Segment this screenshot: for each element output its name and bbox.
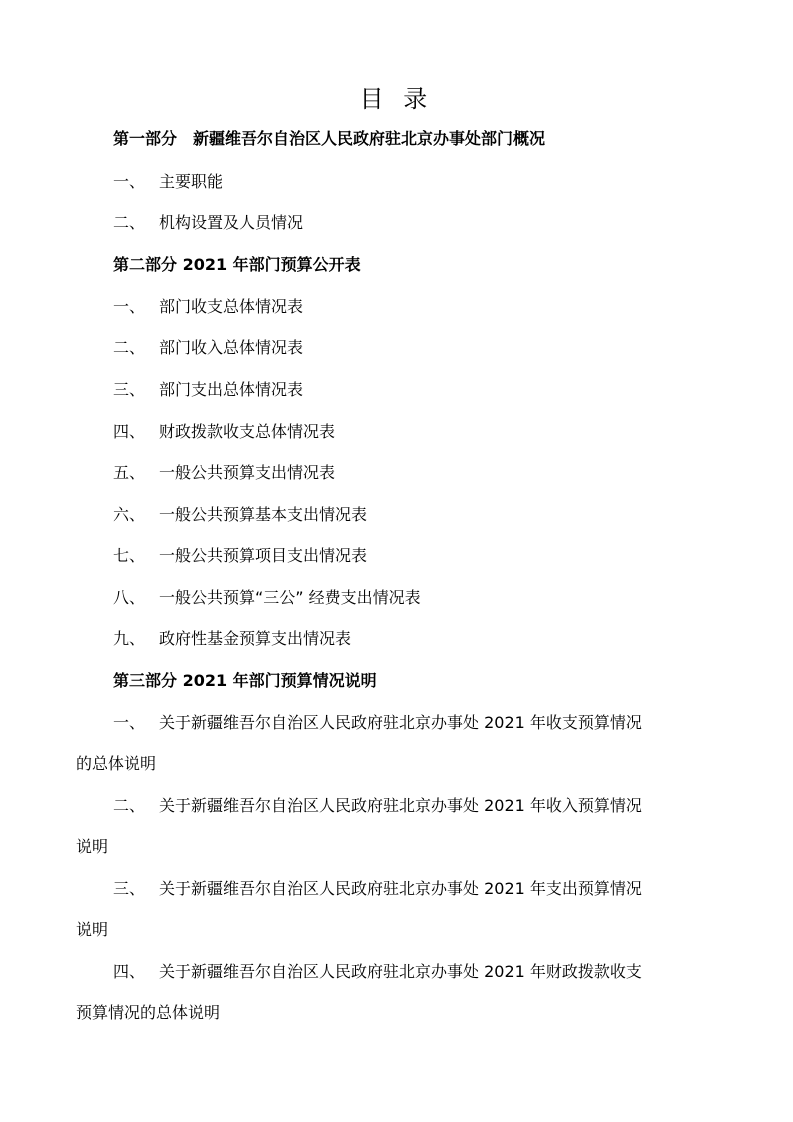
toc-entry <box>113 421 335 443</box>
toc-entry <box>113 545 367 567</box>
entry-text: 部门支出总体情况表 <box>159 380 304 399</box>
entry-text: 一般公共预算基本支出情况表 <box>159 505 368 524</box>
toc-entry <box>113 504 367 526</box>
toc-entry <box>113 171 223 193</box>
entry-number: 二、 <box>113 338 146 357</box>
entry-text-continued: 预算情况的总体说明 <box>76 1003 221 1022</box>
toc-entry <box>113 379 303 401</box>
toc-entry <box>113 212 303 234</box>
entry-text: 关于新疆维吾尔自治区人民政府驻北京办事处 2021 年收支预算情况 <box>159 713 642 732</box>
toc-title: 目 录 <box>359 85 434 113</box>
toc-entry <box>113 462 335 484</box>
entry-number: 一、 <box>113 297 146 316</box>
entry-number: 一、 <box>113 172 146 191</box>
entry-text: 关于新疆维吾尔自治区人民政府驻北京办事处 2021 年财政拨款收支 <box>159 962 642 981</box>
entry-number: 四、 <box>113 422 146 441</box>
toc-entry <box>113 878 642 900</box>
entry-number: 五、 <box>113 463 146 482</box>
entry-text: 财政拨款收支总体情况表 <box>159 422 336 441</box>
part3-heading: 第三部分 2021 年部门预算情况说明 <box>113 671 377 690</box>
entry-number: 六、 <box>113 505 146 524</box>
entry-number: 二、 <box>113 796 146 815</box>
entry-text: 主要职能 <box>159 172 224 191</box>
entry-number: 九、 <box>113 629 146 648</box>
entry-text: 关于新疆维吾尔自治区人民政府驻北京办事处 2021 年收入预算情况 <box>159 796 642 815</box>
entry-text-continued: 的总体说明 <box>76 754 157 773</box>
part2-heading: 第二部分 2021 年部门预算公开表 <box>113 255 361 274</box>
toc-entry <box>113 628 351 650</box>
toc-entry <box>113 587 421 609</box>
entry-number: 二、 <box>113 213 146 232</box>
entry-text: 政府性基金预算支出情况表 <box>159 629 352 648</box>
entry-text: 部门收支总体情况表 <box>159 297 304 316</box>
part1-heading: 第一部分 新疆维吾尔自治区人民政府驻北京办事处部门概况 <box>113 129 546 148</box>
toc-entry <box>113 296 303 318</box>
toc-entry <box>113 712 642 734</box>
entry-number: 三、 <box>113 380 146 399</box>
entry-number: 八、 <box>113 588 146 607</box>
entry-text: 一般公共预算支出情况表 <box>159 463 336 482</box>
entry-text: 一般公共预算项目支出情况表 <box>159 546 368 565</box>
entry-number: 一、 <box>113 713 146 732</box>
entry-text: 关于新疆维吾尔自治区人民政府驻北京办事处 2021 年支出预算情况 <box>159 879 642 898</box>
entry-text-continued: 说明 <box>76 920 109 939</box>
entry-number: 四、 <box>113 962 146 981</box>
entry-text-continued: 说明 <box>76 837 109 856</box>
entry-text: 一般公共预算“三公” 经费支出情况表 <box>159 588 421 607</box>
toc-entry <box>113 961 642 983</box>
entry-number: 三、 <box>113 879 146 898</box>
entry-text: 机构设置及人员情况 <box>159 213 304 232</box>
toc-entry <box>113 337 303 359</box>
entry-text: 部门收入总体情况表 <box>159 338 304 357</box>
entry-number: 七、 <box>113 546 146 565</box>
toc-entry <box>113 795 642 817</box>
